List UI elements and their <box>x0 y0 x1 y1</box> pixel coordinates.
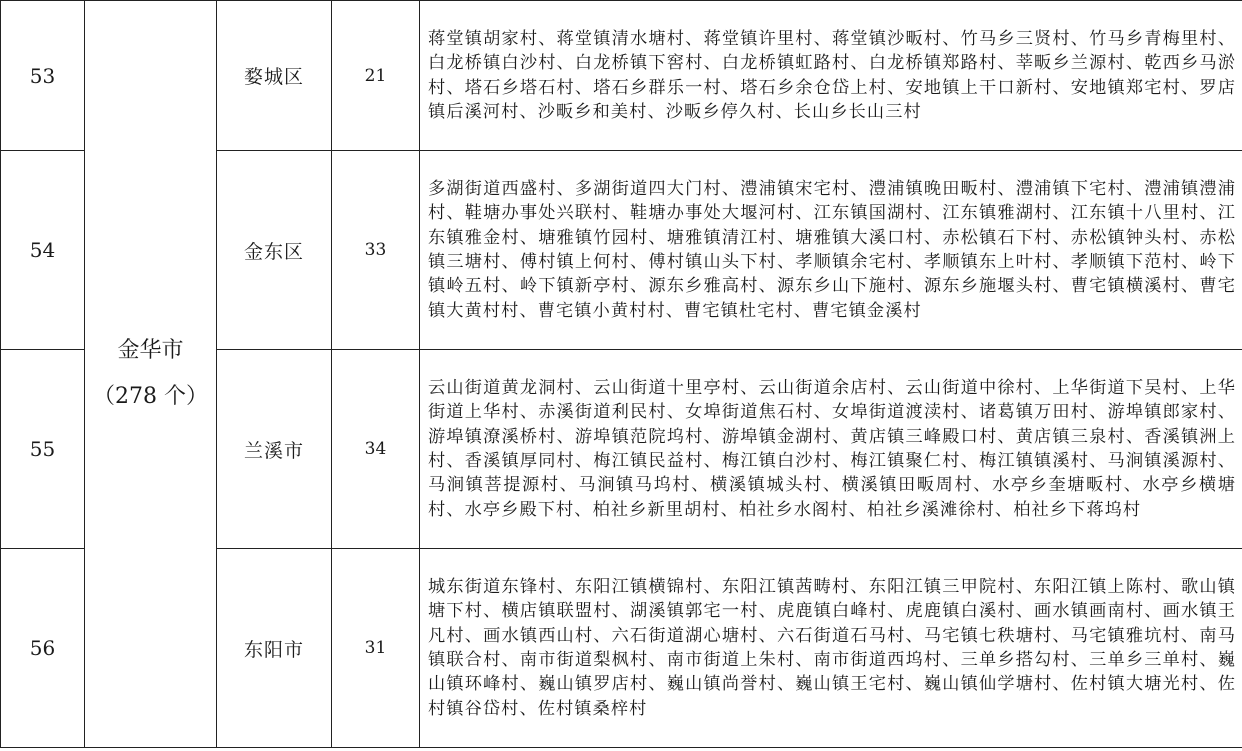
village-count-cell: 21 <box>332 1 420 151</box>
village-count-cell: 31 <box>332 549 420 748</box>
village-count-cell: 33 <box>332 151 420 350</box>
village-names-cell: 云山街道黄龙洞村、云山街道十里亭村、云山街道余店村、云山街道中徐村、上华街道下吴村、上华街道上华村、赤溪街道利民村、女埠街道焦石村、女埠街道渡渎村、诸葛镇万田村、游埠镇郎家村、游埠镇潦溪桥村、游埠镇范院坞村、游埠镇金湖村、黄店镇三峰殿口村、黄店镇三泉村、香溪镇洲上村、香溪镇厚同村、梅江镇民益村、梅江镇白沙村、梅江镇聚仁村、梅江镇镇溪村、马涧镇溪源村、马涧镇菩提源村、马涧镇马坞村、横溪镇城头村、横溪镇田畈周村、水亭乡奎塘畈村、水亭乡横塘村、水亭乡殿下村、柏社乡新里胡村、柏社乡水阁村、柏社乡溪滩徐村、柏社乡下蒋坞村 <box>420 350 1242 549</box>
row-number-cell: 53 <box>1 1 85 151</box>
village-names-cell: 蒋堂镇胡家村、蒋堂镇清水塘村、蒋堂镇许里村、蒋堂镇沙畈村、竹马乡三贤村、竹马乡青梅里村、白龙桥镇白沙村、白龙桥镇下窖村、白龙桥镇虹路村、白龙桥镇郑路村、莘畈乡兰源村、乾西乡马淤村、塔石乡塔石村、塔石乡群乐一村、塔石乡余仓岱上村、安地镇上干口新村、安地镇郑宅村、罗店镇后溪河村、沙畈乡和美村、沙畈乡停久村、长山乡长山三村 <box>420 1 1242 151</box>
table-row <box>1 1 1242 151</box>
row-number-cell: 55 <box>1 350 85 549</box>
village-names-cell: 城东街道东锋村、东阳江镇横锦村、东阳江镇茜畴村、东阳江镇三甲院村、东阳江镇上陈村、歌山镇塘下村、横店镇联盟村、湖溪镇郭宅一村、虎鹿镇白峰村、虎鹿镇白溪村、画水镇画南村、画水镇王凡村、画水镇西山村、六石街道湖心塘村、六石街道石马村、马宅镇七秩塘村、马宅镇雅坑村、南马镇联合村、南市街道梨枫村、南市街道上朱村、南市街道西坞村、三单乡搭勾村、三单乡三单村、巍山镇环峰村、巍山镇罗店村、巍山镇尚誉村、巍山镇王宅村、巍山镇仙学塘村、佐村镇大塘光村、佐村镇谷岱村、佐村镇桑梓村 <box>420 549 1242 748</box>
county-cell: 婺城区 <box>217 1 332 151</box>
city-name: 金华市 <box>117 338 184 363</box>
county-cell: 兰溪市 <box>217 350 332 549</box>
county-cell: 东阳市 <box>217 549 332 748</box>
city-total: （278 个） <box>93 384 208 409</box>
row-number-cell: 54 <box>1 151 85 350</box>
row-number-cell: 56 <box>1 549 85 748</box>
village-names-cell: 多湖街道西盛村、多湖街道四大门村、澧浦镇宋宅村、澧浦镇晚田畈村、澧浦镇下宅村、澧浦镇澧浦村、鞋塘办事处兴联村、鞋塘办事处大堰河村、江东镇国湖村、江东镇雅湖村、江东镇十八里村、江东镇雅金村、塘雅镇竹园村、塘雅镇清江村、塘雅镇大溪口村、赤松镇石下村、赤松镇钟头村、赤松镇三塘村、傅村镇上何村、傅村镇山头下村、孝顺镇余宅村、孝顺镇东上叶村、孝顺镇下范村、岭下镇岭五村、岭下镇新亭村、源东乡雅高村、源东乡山下施村、源东乡施堰头村、曹宅镇横溪村、曹宅镇大黄村村、曹宅镇小黄村村、曹宅镇杜宅村、曹宅镇金溪村 <box>420 151 1242 350</box>
city-cell <box>85 1 217 748</box>
county-cell: 金东区 <box>217 151 332 350</box>
village-count-cell: 34 <box>332 350 420 549</box>
